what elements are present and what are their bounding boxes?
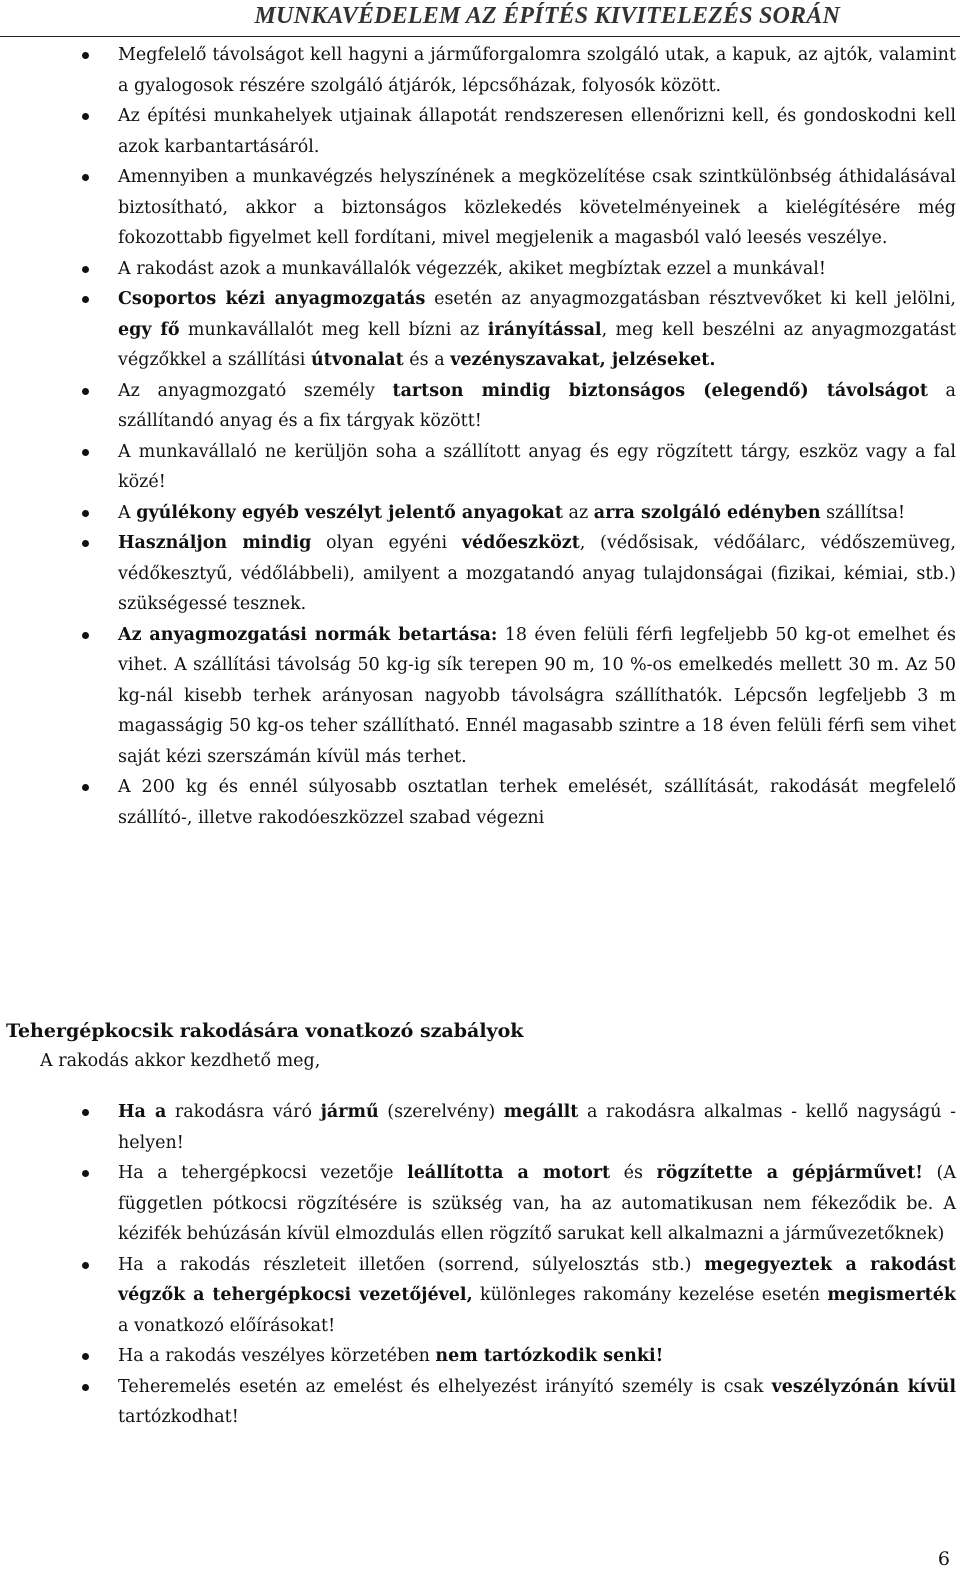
text-segment: tartózkodhat!	[118, 1407, 239, 1427]
safety-rule-item	[0, 772, 960, 833]
bold-text: rögzítette a gépjárművet!	[656, 1163, 923, 1183]
text-segment: az	[562, 502, 594, 523]
loading-rules-list	[0, 1097, 960, 1433]
text-segment: , (védősisak, védőálarc, védőszemüveg, védőkesztyű, védőlábbeli), amilyent a mozgatandó anyag tulajdonságai (fizikai, kémiai, stb.) szükségessé tesznek.	[118, 533, 956, 614]
text-segment: a rakodásra alkalmas - kellő nagyságú - helyen!	[118, 1102, 956, 1153]
bullet-icon	[82, 632, 89, 639]
loading-rule-item	[0, 1097, 960, 1158]
bold-text: gyúlékony egyéb veszélyt jelentő anyagokat	[136, 502, 563, 523]
safety-rule-item	[0, 620, 960, 773]
bold-text: irányítással	[487, 319, 602, 340]
safety-rule-item	[0, 254, 960, 285]
text-segment: , meg kell beszélni az anyagmozgatást végzőkkel a szállítási	[118, 319, 957, 370]
bold-text: Csoportos kézi anyagmozgatás	[118, 289, 426, 309]
safety-rule-item	[0, 40, 960, 101]
text-segment: Ha a rakodás részleteit illetően (sorrend, súlyelosztás stb.)	[118, 1254, 705, 1275]
text-segment: Ha a tehergépkocsi vezetője	[118, 1163, 408, 1183]
bold-text: veszélyzónán kívül	[771, 1376, 956, 1397]
loading-rule-item	[0, 1250, 960, 1342]
text-segment: különleges rakomány kezelése esetén	[472, 1285, 828, 1305]
bold-text: megegyeztek a rakodást végzők a tehergépkocsi vezetőjével,	[118, 1254, 956, 1305]
bold-text: jármű	[320, 1102, 379, 1122]
text-segment: a vonatkozó előírásokat!	[118, 1315, 336, 1336]
text-segment: Amennyiben a munkavégzés helyszínének a megközelítése csak szintkülönbség áthidalásával biztosítható, akkor a biztonságos közlekedés követelményeinek a kielégítésére még fokozottabb figyelmet kell fordítani, mivel megjelenik a magasból való leesés veszélye.	[118, 167, 956, 248]
text-segment: (szerelvény)	[378, 1102, 504, 1122]
safety-rule-item	[0, 101, 960, 162]
bullet-icon	[82, 540, 89, 547]
bullet-icon	[82, 1109, 89, 1116]
text-segment: Megfelelő távolságot kell hagyni a járműforgalomra szolgáló utak, a kapuk, az ajtók, valamint a gyalogosok részére szolgáló átjárók, lépcsőházak, folyosók között.	[118, 45, 956, 96]
bullet-icon	[82, 266, 89, 273]
text-segment: A munkavállaló ne kerüljön soha a szállított anyag és egy rögzített tárgy, eszköz vagy a fal közé!	[118, 441, 956, 492]
header-title: MUNKAVÉDELEM AZ ÉPÍTÉS KIVITELEZÉS SORÁN	[254, 3, 840, 29]
safety-rule-item	[0, 162, 960, 254]
bullet-icon	[82, 113, 89, 120]
safety-rule-item	[0, 498, 960, 529]
bold-text: egy fő	[118, 319, 180, 340]
bullet-icon	[82, 174, 89, 181]
bold-text: útvonalat	[310, 350, 404, 370]
bullet-icon	[82, 784, 89, 791]
section-intro: A rakodás akkor kezdhető meg,	[40, 1051, 321, 1071]
section-heading: Tehergépkocsik rakodására vonatkozó szabályok	[6, 1020, 524, 1042]
text-segment: esetén az anyagmozgatásban résztvevőket ki kell jelölni,	[425, 289, 956, 309]
bullet-icon	[82, 1262, 89, 1269]
text-segment: és a	[403, 350, 451, 370]
bullet-icon	[82, 449, 89, 456]
text-segment: Az anyagmozgató személy	[118, 380, 393, 401]
bold-text: Ha a	[118, 1102, 167, 1122]
bullet-icon	[82, 510, 89, 517]
bold-text: vezényszavakat, jelzéseket.	[450, 350, 716, 370]
bold-text: védőeszközt	[461, 533, 580, 553]
bold-text: Használjon mindig	[118, 533, 312, 553]
bold-text: leállította a motort	[407, 1163, 611, 1183]
bold-text: nem tartózkodik senki!	[435, 1346, 664, 1366]
bold-text: megismerték	[827, 1285, 957, 1305]
bold-text: tartson mindig biztonságos (elegendő) távolságot	[392, 380, 928, 401]
text-segment: szállítsa!	[820, 502, 906, 523]
text-segment: a szállítandó anyag és a fix tárgyak között!	[118, 380, 956, 431]
bullet-icon	[82, 388, 89, 395]
text-segment: munkavállalót meg kell bízni az	[179, 319, 488, 340]
loading-rule-item	[0, 1158, 960, 1250]
bold-text: Az anyagmozgatási normák betartása:	[118, 624, 498, 645]
loading-rule-item	[0, 1341, 960, 1372]
bullet-icon	[82, 296, 89, 303]
bullet-icon	[82, 1353, 89, 1360]
text-segment: Ha a rakodás veszélyes körzetében	[118, 1346, 436, 1366]
text-segment: rakodásra váró	[166, 1102, 321, 1122]
safety-rule-item	[0, 284, 960, 376]
bullet-icon	[82, 1170, 89, 1177]
bullet-icon	[82, 52, 89, 59]
safety-rules-list	[0, 40, 960, 833]
safety-rule-item	[0, 528, 960, 620]
text-segment: A	[118, 502, 137, 523]
text-segment: és	[610, 1163, 657, 1183]
page-number: 6	[937, 1548, 950, 1570]
text-segment: A rakodást azok a munkavállalók végezzék, akiket megbíztak ezzel a munkával!	[118, 258, 826, 279]
loading-rule-item	[0, 1372, 960, 1433]
text-segment: 18 éven felüli férfi legfeljebb 50 kg-ot emelhet és vihet. A szállítási távolság 50 kg-ig sík terepen 90 m, 10 %-os emelkedés mellett 30 m. Az 50 kg-nál kisebb terhek arányosan nagyobb távolságra szállíthatók. Lépcsőn legfeljebb 3 m magasságig 50 kg-os teher szállítható. Ennél magasabb szintre a 18 éven felüli férfi sem vihet saját kézi szerszámán kívül más terhet.	[118, 624, 956, 767]
safety-rule-item	[0, 376, 960, 437]
safety-rule-item	[0, 437, 960, 498]
text-segment: Az építési munkahelyek utjainak állapotát rendszeresen ellenőrizni kell, és gondoskodni kell azok karbantartásáról.	[118, 106, 956, 157]
page-header	[0, 0, 960, 37]
bold-text: megállt	[503, 1102, 579, 1122]
bold-text: arra szolgáló edényben	[593, 502, 821, 523]
text-segment: Teheremelés esetén az emelést és elhelyezést irányító személy is csak	[118, 1376, 772, 1397]
text-segment: olyan egyéni	[311, 533, 462, 553]
text-segment: A 200 kg és ennél súlyosabb osztatlan terhek emelését, szállítását, rakodását megfelelő szállító-, illetve rakodóeszközzel szabad végezni	[118, 777, 956, 828]
bullet-icon	[82, 1384, 89, 1391]
text-segment: (A független pótkocsi rögzítésére is szükség van, ha az automatikusan nem fékeződik be. A kézifék behúzásán kívül elmozdulás ellen rögzítő sarukat kell alkalmazni a járművezetőknek)	[118, 1163, 956, 1244]
